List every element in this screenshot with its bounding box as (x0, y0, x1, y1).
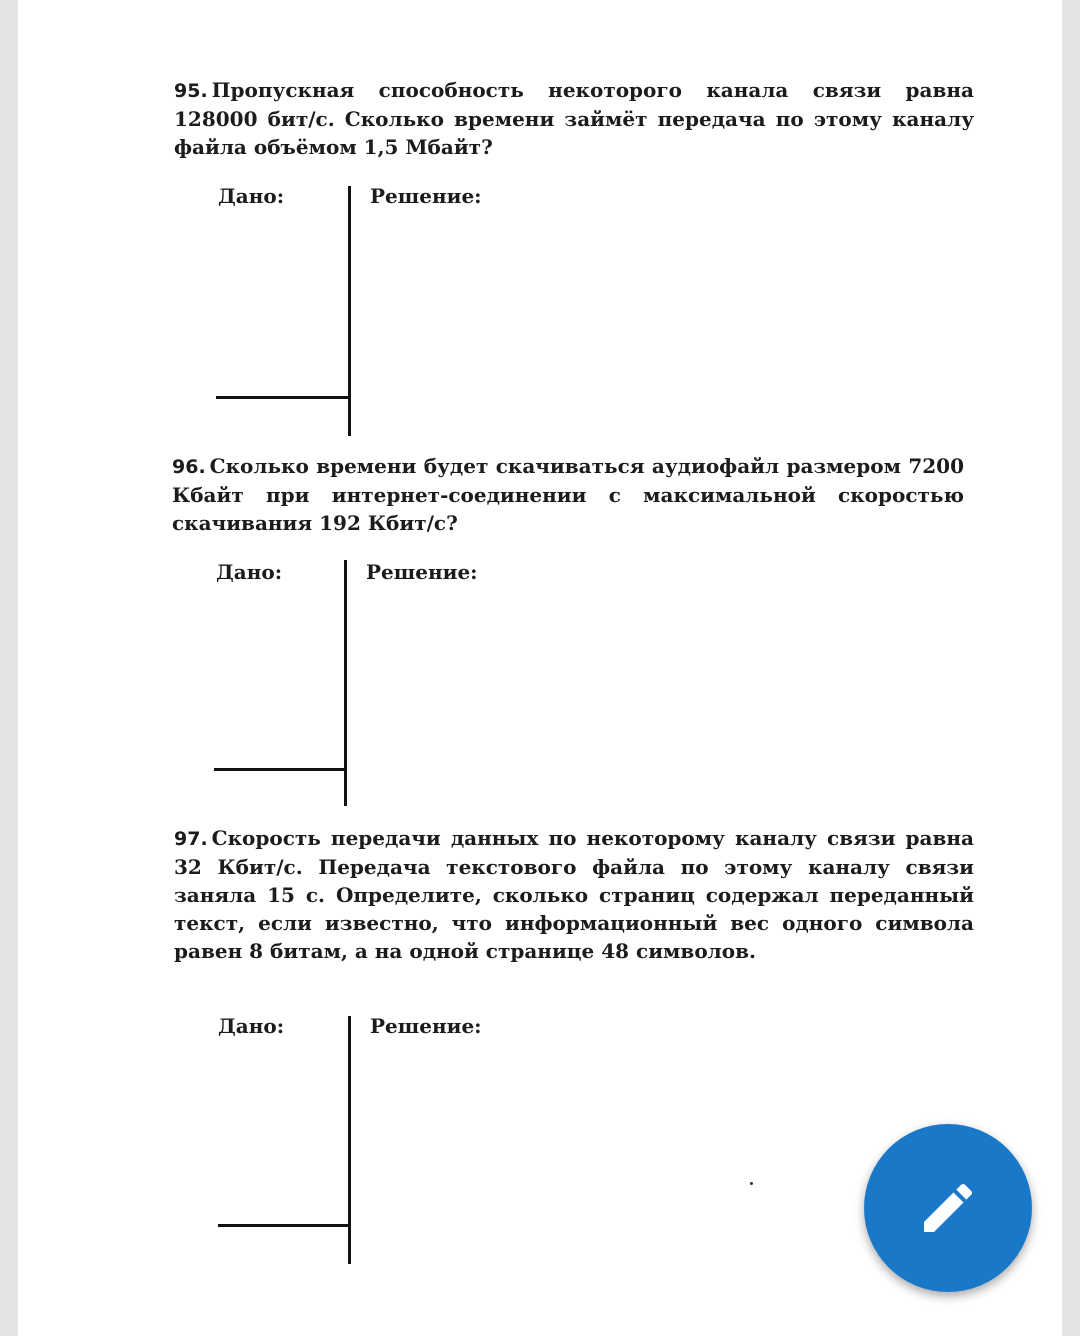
task-97-statement: Скорость передачи данных по некоторому каналу связи равна 32 Кбит/с. Передача текстового файла по этому каналу связи заняла 15 с. Определите, сколько страниц содержал переданный текст, если известно, что информационный вес одного символа равен 8 битам, а на одной странице 48 символов. (174, 826, 974, 963)
task-97-number: 97. (174, 828, 208, 850)
task-96-given-label: Дано: (216, 560, 283, 584)
task-97-given-label: Дано: (218, 1014, 285, 1038)
task-95-given-label: Дано: (218, 184, 285, 208)
task-95-divider-horizontal (216, 396, 350, 399)
task-97-divider-horizontal (218, 1224, 350, 1227)
task-96-divider-horizontal (214, 768, 346, 771)
task-96-number: 96. (172, 456, 206, 478)
pencil-icon (916, 1176, 980, 1240)
task-95-text (174, 76, 974, 161)
task-95-number: 95. (174, 80, 208, 102)
task-96-solution-label: Решение: (366, 560, 478, 584)
task-95-solution-label: Решение: (370, 184, 482, 208)
task-96-statement: Сколько времени будет скачиваться аудиофайл размером 7200 Кбайт при интернет-соединении с максимальной скоростью скачивания 192 Кбит/с? (172, 454, 964, 535)
scan-speck (750, 1182, 753, 1185)
task-97-text (174, 824, 974, 965)
task-96-text (172, 452, 964, 537)
task-95-statement: Пропускная способность некоторого канала связи равна 128000 бит/с. Сколько времени займёт передача по этому каналу файла объёмом 1,5 Мбайт? (174, 78, 974, 159)
task-97-solution-label: Решение: (370, 1014, 482, 1038)
edit-fab-button[interactable] (864, 1124, 1032, 1292)
